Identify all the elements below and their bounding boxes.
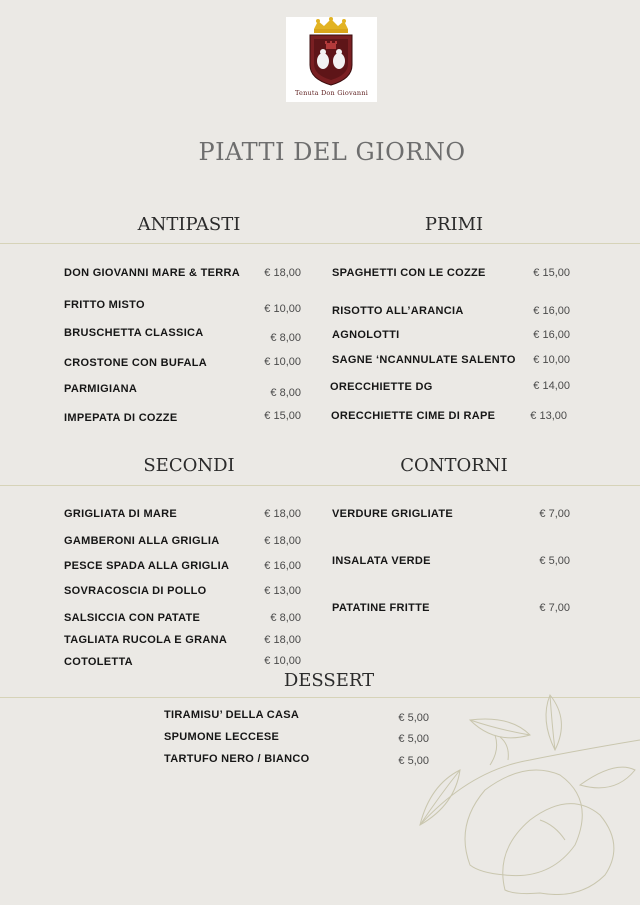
menu-price: € 16,00 bbox=[533, 329, 570, 341]
menu-price: € 13,00 bbox=[530, 410, 567, 422]
menu-price: € 8,00 bbox=[270, 332, 301, 344]
menu-price: € 16,00 bbox=[533, 305, 570, 317]
section-title-dessert: DESSERT bbox=[283, 670, 375, 691]
divider bbox=[0, 243, 640, 244]
menu-item: DON GIOVANNI MARE & TERRA bbox=[64, 267, 240, 279]
menu-item: IMPEPATA DI COZZE bbox=[64, 412, 178, 424]
menu-item: TIRAMISU’ DELLA CASA bbox=[164, 709, 300, 721]
menu-item: PATATINE FRITTE bbox=[332, 602, 430, 614]
divider bbox=[0, 485, 640, 486]
menu-price: € 10,00 bbox=[264, 356, 301, 368]
menu-item: GRIGLIATA DI MARE bbox=[64, 508, 178, 520]
menu-price: € 13,00 bbox=[264, 585, 301, 597]
menu-price: € 15,00 bbox=[533, 267, 570, 279]
menu-item: PESCE SPADA ALLA GRIGLIA bbox=[64, 560, 230, 572]
menu-item: RISOTTO ALL’ARANCIA bbox=[332, 305, 464, 317]
menu-item: INSALATA VERDE bbox=[332, 555, 431, 567]
menu-price: € 7,00 bbox=[539, 602, 570, 614]
menu-price: € 8,00 bbox=[270, 387, 301, 399]
menu-price: € 5,00 bbox=[398, 755, 429, 767]
menu-price: € 16,00 bbox=[264, 560, 301, 572]
menu-item: GAMBERONI ALLA GRIGLIA bbox=[64, 535, 220, 547]
menu-price: € 18,00 bbox=[264, 535, 301, 547]
menu-price: € 5,00 bbox=[539, 555, 570, 567]
menu-item: TAGLIATA RUCOLA E GRANA bbox=[64, 634, 228, 646]
menu-item: SAGNE ‘NCANNULATE SALENTO bbox=[332, 354, 516, 366]
menu-item: FRITTO MISTO bbox=[64, 299, 145, 311]
section-title-primi: PRIMI bbox=[424, 214, 484, 235]
brand-logo bbox=[286, 17, 377, 102]
menu-price: € 18,00 bbox=[264, 267, 301, 279]
menu-item: SOVRACOSCIA DI POLLO bbox=[64, 585, 207, 597]
menu-item: BRUSCHETTA CLASSICA bbox=[64, 327, 204, 339]
menu-price: € 18,00 bbox=[264, 508, 301, 520]
menu-price: € 10,00 bbox=[264, 655, 301, 667]
menu-item: SALSICCIA CON PATATE bbox=[64, 612, 201, 624]
menu-price: € 7,00 bbox=[539, 508, 570, 520]
lemon-branch-icon bbox=[400, 675, 640, 895]
menu-item: SPAGHETTI CON LE COZZE bbox=[332, 267, 486, 279]
section-title-contorni: CONTORNI bbox=[400, 455, 508, 476]
menu-item: TARTUFO NERO / BIANCO bbox=[164, 753, 310, 765]
menu-price: € 5,00 bbox=[398, 733, 429, 745]
menu-price: € 5,00 bbox=[398, 712, 429, 724]
menu-price: € 15,00 bbox=[264, 410, 301, 422]
menu-item: ORECCHIETTE DG bbox=[330, 381, 433, 393]
menu-item: AGNOLOTTI bbox=[332, 329, 400, 341]
menu-price: € 10,00 bbox=[533, 354, 570, 366]
page-title: PIATTI DEL GIORNO bbox=[198, 138, 466, 166]
menu-price: € 14,00 bbox=[533, 380, 570, 392]
logo-text: Tenuta Don Giovanni bbox=[295, 89, 368, 97]
menu-price: € 10,00 bbox=[264, 303, 301, 315]
menu-item: VERDURE GRIGLIATE bbox=[332, 508, 454, 520]
menu-item: SPUMONE LECCESE bbox=[164, 731, 280, 743]
section-title-secondi: SECONDI bbox=[143, 455, 235, 476]
menu-item: CROSTONE CON BUFALA bbox=[64, 357, 208, 369]
section-title-antipasti: ANTIPASTI bbox=[137, 214, 241, 235]
menu-price: € 8,00 bbox=[270, 612, 301, 624]
menu-item: ORECCHIETTE CIME DI RAPE bbox=[331, 410, 496, 422]
menu-item: COTOLETTA bbox=[64, 656, 133, 668]
menu-price: € 18,00 bbox=[264, 634, 301, 646]
menu-item: PARMIGIANA bbox=[64, 383, 138, 395]
